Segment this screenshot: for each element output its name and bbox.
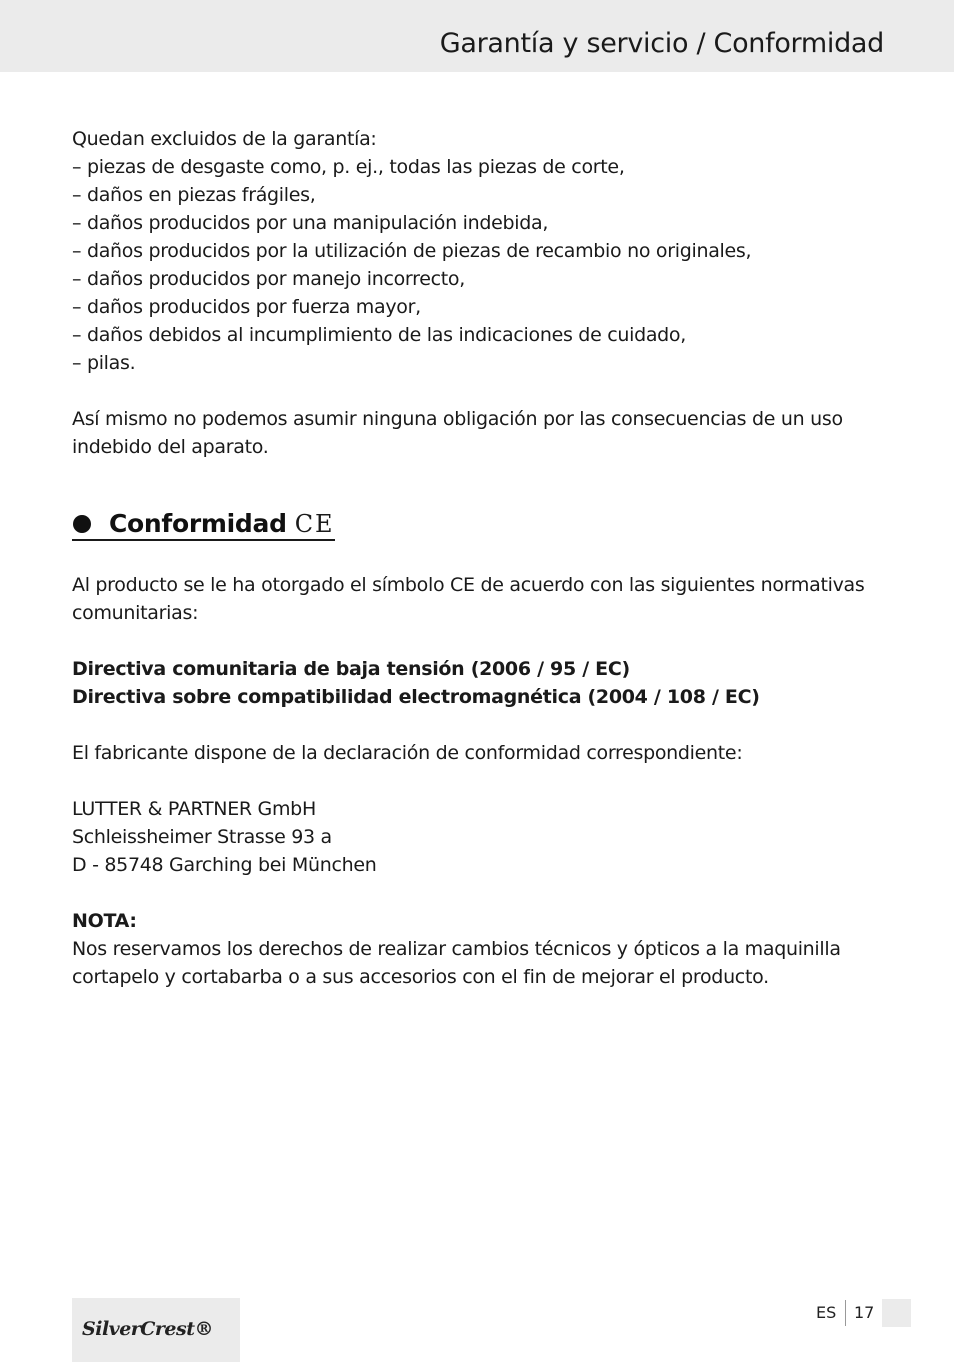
directive-emc: Directiva sobre compatibilidad electromagnética (2004 / 108 / EC) [72, 686, 760, 708]
ce-mark-icon: CE [294, 509, 335, 538]
page-title: Garantía y servicio / Conformidad [439, 28, 884, 59]
footer-divider [845, 1300, 846, 1326]
conformity-content [72, 571, 887, 991]
brand-logo [72, 1298, 240, 1362]
exclusions-list [72, 153, 887, 377]
list-item: – daños en piezas frágiles, [72, 184, 316, 206]
exclusions-intro: Quedan excluidos de la garantía: [72, 128, 377, 150]
list-item: – daños producidos por la utilización de piezas de recambio no originales, [72, 240, 752, 262]
list-item: – daños producidos por manejo incorrecto, [72, 268, 465, 290]
disclaimer-paragraph: Así mismo no podemos asumir ninguna obligación por las consecuencias de un uso indebido del aparato. [72, 408, 843, 458]
warranty-exclusions [72, 125, 887, 461]
company-city: D - 85748 Garching bei München [72, 854, 377, 876]
list-item: – daños producidos por fuerza mayor, [72, 296, 421, 318]
declaration-paragraph: El fabricante dispone de la declaración de conformidad correspondiente: [72, 742, 743, 764]
list-item: – pilas. [72, 352, 136, 374]
bullet-icon [73, 515, 91, 533]
company-name: LUTTER & PARTNER GmbH [72, 798, 316, 820]
list-item: – daños debidos al incumplimiento de las indicaciones de cuidado, [72, 324, 686, 346]
list-item: – piezas de desgaste como, p. ej., todas las piezas de corte, [72, 156, 625, 178]
section-heading-conformity [72, 509, 335, 541]
language-code: ES [816, 1303, 837, 1322]
directive-low-voltage: Directiva comunitaria de baja tensión (2006 / 95 / EC) [72, 658, 630, 680]
footer-tab-marker [882, 1299, 911, 1327]
conformity-intro: Al producto se le ha otorgado el símbolo CE de acuerdo con las siguientes normativas comunitarias: [72, 574, 865, 624]
company-street: Schleissheimer Strasse 93 a [72, 826, 332, 848]
page-number: 17 [854, 1303, 875, 1322]
list-item: – daños producidos por una manipulación indebida, [72, 212, 549, 234]
brand-logo-text: SilverCrest® [82, 1318, 213, 1340]
note-label: NOTA: [72, 910, 137, 932]
note-text: Nos reservamos los derechos de realizar cambios técnicos y ópticos a la maquinilla cortapelo y cortabarba o a sus accesorios con el fin de mejorar el producto. [72, 938, 841, 988]
section-heading-text: Conformidad [109, 509, 287, 538]
